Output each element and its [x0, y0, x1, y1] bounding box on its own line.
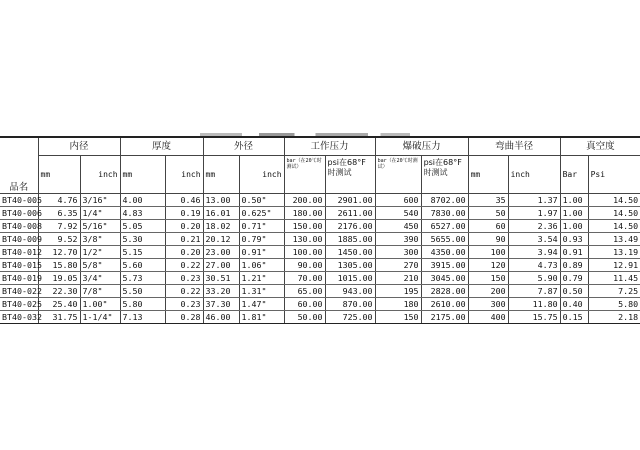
table-row — [0, 220, 640, 233]
cell-od-mm: 30.51 — [203, 272, 239, 285]
cell-id-inch: 1/4" — [80, 207, 120, 220]
cell-wp-psi: 1450.00 — [325, 246, 375, 259]
cell-od-mm: 13.00 — [203, 194, 239, 207]
bp-bar-header: bar（在20℃时测试） — [375, 156, 421, 194]
cell-id-mm: 31.75 — [38, 311, 80, 324]
cell-name: BT40-032 — [2, 312, 42, 322]
od-mm-header: mm — [203, 156, 239, 194]
cell-id-inch: 7/8" — [80, 285, 120, 298]
cell-thk-inch: 0.28 — [165, 311, 203, 324]
cell-wp-psi: 725.00 — [325, 311, 375, 324]
table-row — [0, 246, 640, 259]
cell-od-mm: 23.00 — [203, 246, 239, 259]
cell-wp-psi: 1015.00 — [325, 272, 375, 285]
cell-od-mm: 33.20 — [203, 285, 239, 298]
cell-name: BT40-025 — [2, 299, 42, 309]
cell-id-inch: 1.00" — [80, 298, 120, 311]
table-row — [0, 285, 640, 298]
cell-thk-inch: 0.21 — [165, 233, 203, 246]
cell-vac-psi: 13.49 — [588, 233, 640, 246]
cell-id-mm: 9.52 — [38, 233, 80, 246]
cell-name: BT40-015 — [2, 260, 42, 270]
cell-bp-bar: 195 — [375, 285, 421, 298]
cell-bp-psi: 2828.00 — [421, 285, 468, 298]
cell-thk-mm: 5.15 — [120, 246, 165, 259]
vac-bar-header: Bar — [560, 156, 588, 194]
vacuum-header: 真空度 — [560, 137, 640, 156]
cell-od-inch: 0.50" — [239, 194, 284, 207]
cell-id-inch: 5/16" — [80, 220, 120, 233]
table-body — [0, 194, 640, 324]
cell-id-inch: 3/16" — [80, 194, 120, 207]
cell-id-mm: 4.76 — [38, 194, 80, 207]
cell-thk-mm: 4.00 — [120, 194, 165, 207]
cell-bp-psi: 7830.00 — [421, 207, 468, 220]
cell-wp-bar: 180.00 — [284, 207, 325, 220]
cell-name: BT40-006 — [2, 208, 42, 218]
cell-thk-mm: 5.80 — [120, 298, 165, 311]
table-row — [0, 298, 640, 311]
id-inch-header: inch — [80, 156, 120, 194]
cell-id-mm: 19.05 — [38, 272, 80, 285]
cell-thk-inch: 0.46 — [165, 194, 203, 207]
cell-name: BT40-008 — [2, 221, 42, 231]
cell-vac-psi: 2.18 — [588, 311, 640, 324]
cell-bp-psi: 3915.00 — [421, 259, 468, 272]
table-row — [0, 233, 640, 246]
cell-thk-inch: 0.20 — [165, 220, 203, 233]
cell-bp-bar: 270 — [375, 259, 421, 272]
cell-thk-inch: 0.23 — [165, 272, 203, 285]
cell-bp-psi: 8702.00 — [421, 194, 468, 207]
vac-psi-header: Psi — [588, 156, 640, 194]
cell-wp-bar: 70.00 — [284, 272, 325, 285]
cell-wp-bar: 90.00 — [284, 259, 325, 272]
cell-thk-mm: 5.73 — [120, 272, 165, 285]
cell-bp-bar: 180 — [375, 298, 421, 311]
cell-bp-bar: 150 — [375, 311, 421, 324]
cell-br-inch: 4.73 — [508, 259, 560, 272]
cell-od-mm: 16.01 — [203, 207, 239, 220]
cell-vac-psi: 13.19 — [588, 246, 640, 259]
cell-id-mm: 15.80 — [38, 259, 80, 272]
cell-vac-bar: 0.93 — [560, 233, 588, 246]
working-pressure-header: 工作压力 — [284, 137, 375, 156]
cell-wp-psi: 870.00 — [325, 298, 375, 311]
cell-bp-psi: 2610.00 — [421, 298, 468, 311]
cell-br-mm: 120 — [468, 259, 508, 272]
cell-br-mm: 200 — [468, 285, 508, 298]
cell-thk-mm: 5.05 — [120, 220, 165, 233]
table-row — [0, 259, 640, 272]
cell-thk-mm: 4.83 — [120, 207, 165, 220]
cell-od-inch: 1.31" — [239, 285, 284, 298]
cell-vac-bar: 0.50 — [560, 285, 588, 298]
cell-br-inch: 7.87 — [508, 285, 560, 298]
cell-br-inch: 11.80 — [508, 298, 560, 311]
cell-od-inch: 1.47" — [239, 298, 284, 311]
cell-br-inch: 3.54 — [508, 233, 560, 246]
cell-bp-bar: 300 — [375, 246, 421, 259]
cell-vac-bar: 0.91 — [560, 246, 588, 259]
cell-od-mm: 37.30 — [203, 298, 239, 311]
cell-wp-bar: 200.00 — [284, 194, 325, 207]
cell-vac-psi: 14.50 — [588, 194, 640, 207]
cell-vac-psi: 5.80 — [588, 298, 640, 311]
cell-id-mm: 7.92 — [38, 220, 80, 233]
cell-thk-inch: 0.22 — [165, 259, 203, 272]
cell-bp-bar: 600 — [375, 194, 421, 207]
cell-od-inch: 1.81" — [239, 311, 284, 324]
cell-name: BT40-022 — [2, 286, 42, 296]
cell-br-mm: 50 — [468, 207, 508, 220]
cell-thk-mm: 5.60 — [120, 259, 165, 272]
cell-od-inch: 0.625" — [239, 207, 284, 220]
cell-bp-bar: 450 — [375, 220, 421, 233]
cell-vac-psi: 7.25 — [588, 285, 640, 298]
cell-od-mm: 20.12 — [203, 233, 239, 246]
cell-bp-psi: 5655.00 — [421, 233, 468, 246]
cell-wp-psi: 1885.00 — [325, 233, 375, 246]
cell-wp-psi: 2611.00 — [325, 207, 375, 220]
cell-wp-psi: 943.00 — [325, 285, 375, 298]
cell-vac-bar: 1.00 — [560, 207, 588, 220]
cell-bp-psi: 2175.00 — [421, 311, 468, 324]
cell-wp-bar: 65.00 — [284, 285, 325, 298]
cell-br-inch: 1.97 — [508, 207, 560, 220]
id-mm-header: mm — [38, 156, 80, 194]
table-row — [0, 194, 640, 207]
inner-diameter-header: 内径 — [38, 137, 120, 156]
table-row — [0, 207, 640, 220]
cell-wp-bar: 60.00 — [284, 298, 325, 311]
cell-vac-bar: 1.00 — [560, 220, 588, 233]
cell-vac-bar: 1.00 — [560, 194, 588, 207]
cell-name: BT40-009 — [2, 234, 42, 244]
cell-wp-psi: 2176.00 — [325, 220, 375, 233]
cell-id-mm: 25.40 — [38, 298, 80, 311]
cell-br-mm: 100 — [468, 246, 508, 259]
cell-thk-inch: 0.19 — [165, 207, 203, 220]
cell-vac-psi: 12.91 — [588, 259, 640, 272]
cell-name: BT40-005 — [2, 195, 42, 205]
name-header: 品名 — [0, 137, 38, 194]
cell-br-inch: 3.94 — [508, 246, 560, 259]
cell-br-inch: 2.36 — [508, 220, 560, 233]
cell-thk-mm: 7.13 — [120, 311, 165, 324]
cell-id-inch: 3/8" — [80, 233, 120, 246]
thk-mm-header: mm — [120, 156, 165, 194]
cell-name: BT40-019 — [2, 273, 42, 283]
cell-vac-bar: 0.40 — [560, 298, 588, 311]
cell-bp-psi: 4350.00 — [421, 246, 468, 259]
cell-br-inch: 1.37 — [508, 194, 560, 207]
cell-thk-mm: 5.50 — [120, 285, 165, 298]
br-mm-header: mm — [468, 156, 508, 194]
od-inch-header: inch — [239, 156, 284, 194]
thickness-header: 厚度 — [120, 137, 203, 156]
cell-name: BT40-012 — [2, 247, 42, 257]
cell-br-inch: 15.75 — [508, 311, 560, 324]
bend-radius-header: 弯曲半径 — [468, 137, 560, 156]
hose-spec-table — [0, 136, 640, 324]
cell-br-mm: 60 — [468, 220, 508, 233]
cell-br-mm: 90 — [468, 233, 508, 246]
cell-id-mm: 12.70 — [38, 246, 80, 259]
cell-thk-inch: 0.20 — [165, 246, 203, 259]
cell-bp-bar: 390 — [375, 233, 421, 246]
cell-wp-bar: 50.00 — [284, 311, 325, 324]
table-row — [0, 311, 640, 324]
cell-wp-psi: 1305.00 — [325, 259, 375, 272]
cell-od-inch: 0.79" — [239, 233, 284, 246]
cell-br-mm: 300 — [468, 298, 508, 311]
cell-id-inch: 5/8" — [80, 259, 120, 272]
cell-vac-psi: 14.50 — [588, 220, 640, 233]
table-row — [0, 272, 640, 285]
cell-od-mm: 27.00 — [203, 259, 239, 272]
cell-od-mm: 18.02 — [203, 220, 239, 233]
cell-vac-psi: 14.50 — [588, 207, 640, 220]
wp-bar-header: bar（在20℃时测试） — [284, 156, 325, 194]
cell-br-inch: 5.90 — [508, 272, 560, 285]
cell-id-inch: 1-1/4" — [80, 311, 120, 324]
cell-wp-bar: 130.00 — [284, 233, 325, 246]
header-group-row — [0, 137, 640, 156]
cell-vac-psi: 11.45 — [588, 272, 640, 285]
cell-od-inch: 1.21" — [239, 272, 284, 285]
wp-psi-header: psi在68°F时测试 — [325, 156, 375, 194]
cell-id-inch: 1/2" — [80, 246, 120, 259]
cell-od-inch: 1.06" — [239, 259, 284, 272]
cell-bp-bar: 210 — [375, 272, 421, 285]
outer-diameter-header: 外径 — [203, 137, 284, 156]
cell-wp-bar: 100.00 — [284, 246, 325, 259]
cell-od-inch: 0.71" — [239, 220, 284, 233]
burst-pressure-header: 爆破压力 — [375, 137, 468, 156]
cell-thk-inch: 0.23 — [165, 298, 203, 311]
header-unit-row — [0, 156, 640, 194]
cell-wp-bar: 150.00 — [284, 220, 325, 233]
cell-id-mm: 6.35 — [38, 207, 80, 220]
br-inch-header: inch — [508, 156, 560, 194]
cell-vac-bar: 0.79 — [560, 272, 588, 285]
cell-br-mm: 150 — [468, 272, 508, 285]
cell-thk-mm: 5.30 — [120, 233, 165, 246]
cell-id-inch: 3/4" — [80, 272, 120, 285]
cell-thk-inch: 0.22 — [165, 285, 203, 298]
thk-inch-header: inch — [165, 156, 203, 194]
cell-od-inch: 0.91" — [239, 246, 284, 259]
cell-vac-bar: 0.15 — [560, 311, 588, 324]
cell-wp-psi: 2901.00 — [325, 194, 375, 207]
cell-br-mm: 35 — [468, 194, 508, 207]
cell-bp-psi: 3045.00 — [421, 272, 468, 285]
cell-od-mm: 46.00 — [203, 311, 239, 324]
cell-bp-psi: 6527.00 — [421, 220, 468, 233]
cell-id-mm: 22.30 — [38, 285, 80, 298]
cell-br-mm: 400 — [468, 311, 508, 324]
cell-vac-bar: 0.89 — [560, 259, 588, 272]
bp-psi-header: psi在68°F时测试 — [421, 156, 468, 194]
cell-bp-bar: 540 — [375, 207, 421, 220]
